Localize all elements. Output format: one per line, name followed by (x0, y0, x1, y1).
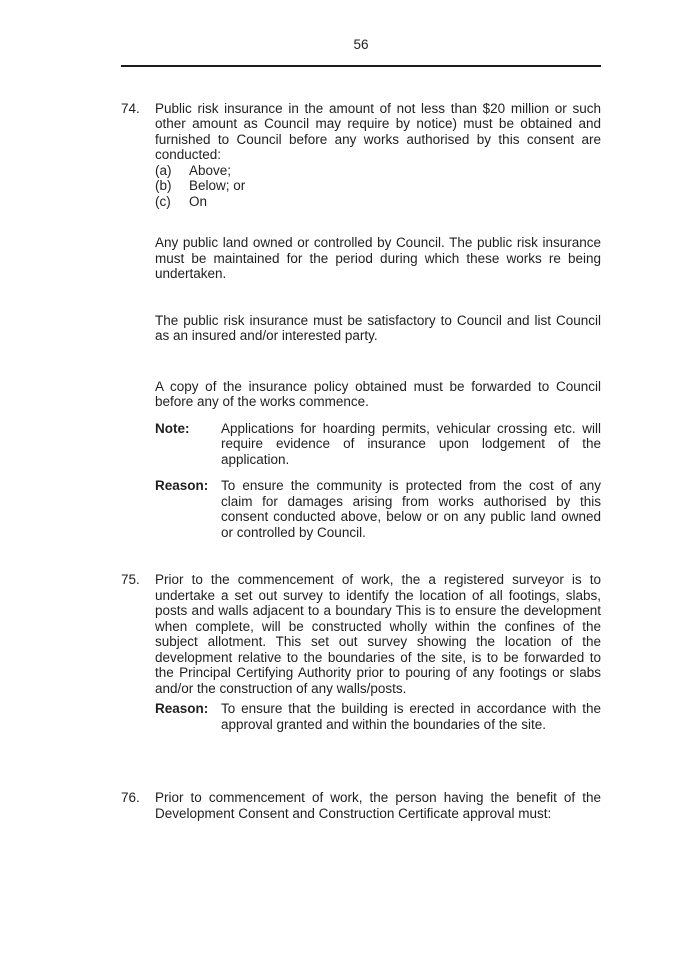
subitem-text: Above; (189, 162, 232, 178)
text-column (121, 0, 601, 821)
condition-paragraph: Prior to commencement of work, the person having the benefit of the Development Consent and Construction Certificate approval must: (155, 790, 601, 821)
header-rule (121, 65, 601, 67)
condition-75 (121, 572, 601, 732)
condition-paragraph: The public risk insurance must be satisfactory to Council and list Council as an insured and/or interested party. (155, 312, 601, 343)
page-number: 56 (353, 37, 369, 52)
condition-paragraph: Any public land owned or controlled by Council. The public risk insurance must be maintained for the period during which these works re being undertaken. (155, 235, 601, 281)
condition-number: 75. (121, 572, 140, 587)
condition-paragraph: Prior to the commencement of work, the a registered surveyor is to undertake a set out survey to identify the location of all footings, slabs, posts and walls adjacent to a boundary This is to ensure the development when complete, will be constructed wholly within the confines of the subject allotment. This set out survey showing the location of the development relative to the boundaries of the site, is to be forwarded to the Principal Certifying Authority prior to pouring of any footings or slabs and/or the construction of any walls/posts. (155, 572, 601, 696)
condition-paragraph: A copy of the insurance policy obtained must be forwarded to Council before any of the works commence. (155, 378, 601, 409)
subitem-b (155, 178, 601, 194)
note-block (155, 421, 601, 468)
condition-paragraph: Public risk insurance in the amount of not less than $20 million or such other amount as Council may require by notice) must be obtained and furnished to Council before any works authorised by this consent are conducted: (155, 100, 601, 162)
condition-body (155, 790, 601, 821)
condition-number: 74. (121, 100, 140, 116)
condition-number: 76. (121, 790, 140, 805)
condition-body (155, 101, 601, 541)
subitem-label: (c) (155, 193, 171, 209)
reason-text: To ensure that the building is erected in accordance with the approval granted and within the boundaries of the site. (221, 701, 601, 732)
condition-76 (121, 790, 601, 821)
note-label: Note: (155, 420, 190, 436)
note-text: Applications for hoarding permits, vehicular crossing etc. will require evidence of insurance upon lodgement of the application. (221, 420, 601, 467)
condition-74 (121, 101, 601, 541)
reason-label: Reason: (155, 478, 209, 493)
reason-block (155, 701, 601, 732)
condition-body (155, 572, 601, 732)
subitem-text: Below; or (189, 178, 246, 193)
subitem-label: (a) (155, 162, 172, 178)
reason-label: Reason: (155, 701, 209, 716)
subitem-c (155, 194, 601, 210)
reason-text: To ensure the community is protected from the cost of any claim for damages arising from works authorised by this consent conducted above, below or on any public land owned or controlled by Council. (221, 478, 601, 540)
subitem-text: On (189, 193, 208, 209)
reason-block (155, 478, 601, 540)
subitem-label: (b) (155, 178, 172, 193)
subitem-a (155, 163, 601, 179)
